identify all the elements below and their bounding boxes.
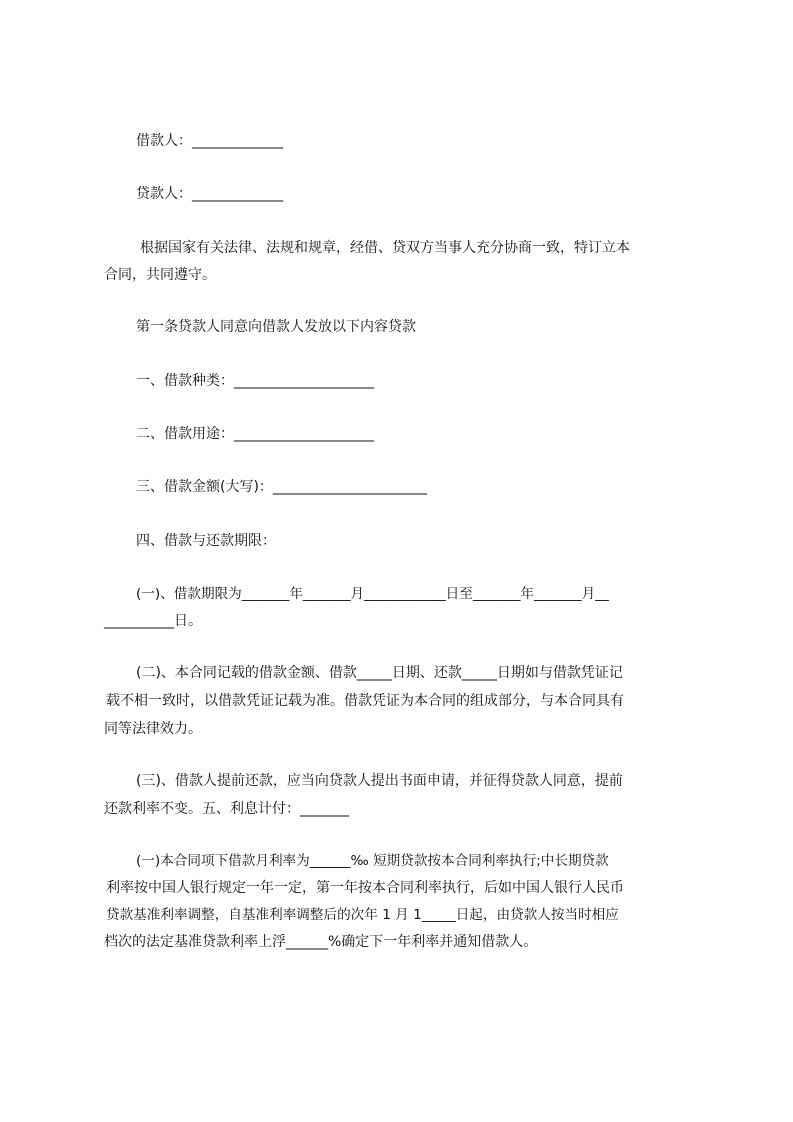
article-heading: 第一条贷款人同意向借款人发放以下内容贷款 xyxy=(136,319,416,335)
preamble-line: 合同，共同遵守。 xyxy=(104,267,216,283)
lender-line: 贷款人：_____________ xyxy=(136,186,283,202)
preamble-line: 根据国家有关法律、法规和规章，经借、贷双方当事人充分协商一致，特订立本 xyxy=(140,240,630,256)
clause-line: (三)、借款人提前还款，应当向贷款人提出书面申请，并征得贷款人同意，提前 xyxy=(136,773,623,789)
borrower-line: 借款人：_____________ xyxy=(136,133,283,149)
loan-type-line: 一、借款种类：____________________ xyxy=(136,373,374,389)
clause-line: (二)、本合同记载的借款金额、借款_____日期、还款_____日期如与借款凭证记 xyxy=(136,665,623,681)
clause-line: 同等法律效力。 xyxy=(104,721,202,737)
interest-line: 利率按中国人银行规定一年一定，第一年按本合同利率执行，后如中国人银行人民币 xyxy=(106,880,624,896)
interest-line: 贷款基准利率调整，自基准利率调整后的次年 1 月 1_____日起，由贷款人按当时相应 xyxy=(106,907,619,923)
term-line: (一)、借款期限为_______年_______月____________日至_______年_______月__ xyxy=(136,586,609,602)
clause-line: 还款利率不变。五、利息计付：_______ xyxy=(104,801,349,817)
term-line: __________日。 xyxy=(104,613,202,629)
interest-line: 档次的法定基准贷款利率上浮______%确定下一年利率并通知借款人。 xyxy=(104,934,538,950)
term-heading: 四、借款与还款期限： xyxy=(136,533,276,549)
loan-amount-line: 三、借款金额(大写)：______________________ xyxy=(136,479,427,495)
interest-line: (一)本合同项下借款月利率为______‰ 短期贷款按本合同利率执行;中长期贷款 xyxy=(136,853,609,869)
clause-line: 载不相一致时，以借款凭证记载为准。借款凭证为本合同的组成部分，与本合同具有 xyxy=(106,693,624,709)
loan-purpose-line: 二、借款用途：____________________ xyxy=(136,426,374,442)
